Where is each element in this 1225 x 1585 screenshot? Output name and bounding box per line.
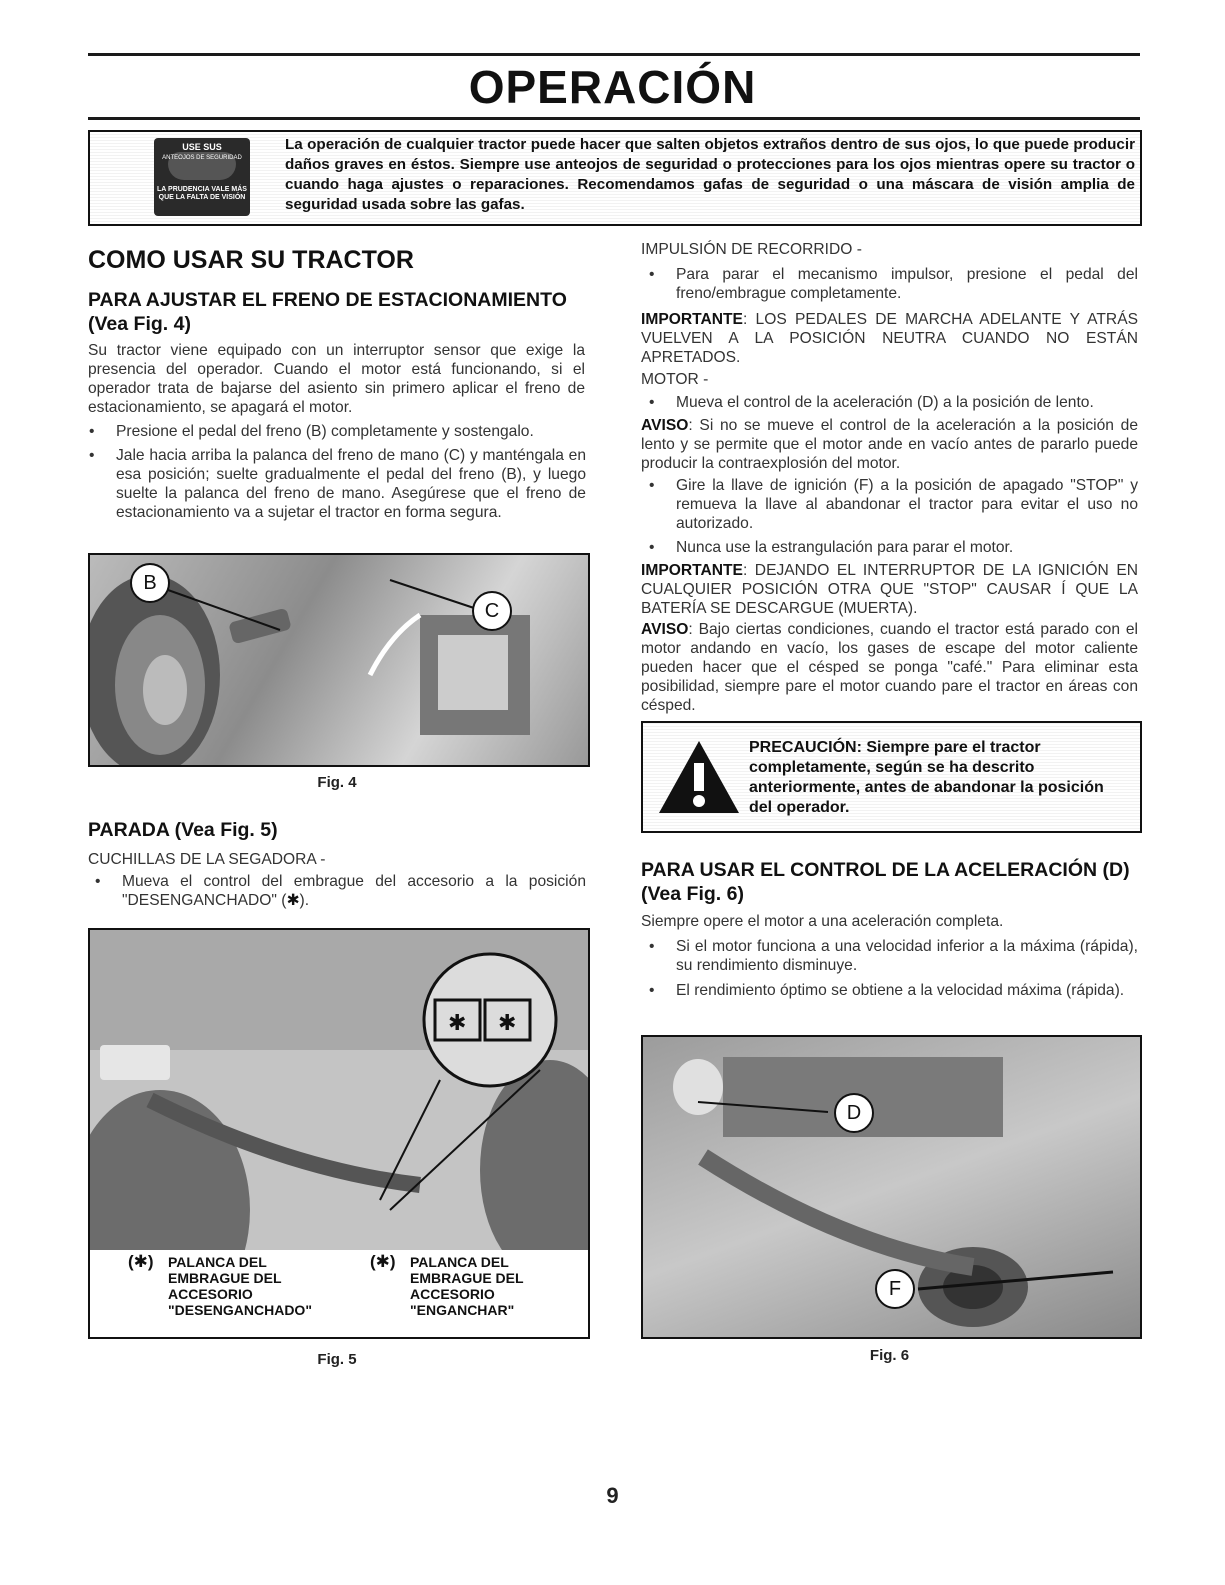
brake-heading: PARA AJUSTAR EL FRENO DE ESTACIONAMIENTO (Vea Fig. 4) xyxy=(88,289,567,335)
blades-bullet-text: Mueva el control del embrague del accesorio a la posición "DESENGANCHADO" ( xyxy=(122,873,586,909)
stop-heading: PARADA (Vea Fig. 5) xyxy=(88,819,278,841)
badge-mid-text: ANTEOJOS DE SEGURIDAD xyxy=(162,155,242,161)
brake-bullet-2: • Jale hacia arriba la palanca del freno de mano (C) y manténgala en esa posición; suelte gradualmente el pedal del freno (B), y luego suelte la palanca del freno de mano. Asegúrese que el freno de estacionamiento va a sujetar el tractor en forma segura. xyxy=(116,446,586,522)
throttle-bullet-1: • Si el motor funciona a una velocidad inferior a la máxima (rápida), su rendimiento disminuye. xyxy=(676,937,1138,975)
important-label-1: IMPORTANTE xyxy=(641,311,743,328)
throttle-intro: Siempre opere el motor a una aceleración completa. xyxy=(641,913,1004,930)
disengaged-legend-icon: (✱) xyxy=(128,1252,154,1271)
figure-6-caption: Fig. 6 xyxy=(869,1347,910,1364)
figure-5-illustration xyxy=(90,930,588,1250)
top-rule xyxy=(88,53,1140,56)
notice-backfire xyxy=(641,416,1138,473)
important-text-1: : LOS PEDALES DE MARCHA ADELANTE Y ATRÁS VUELVEN A LA POSICIÓN NEUTRA CUANDO NO ESTÁN APRETADOS. xyxy=(641,311,1138,366)
section-heading-tractor: COMO USAR SU TRACTOR xyxy=(88,246,414,274)
page-number: 9 xyxy=(606,1483,619,1508)
blades-label: CUCHILLAS DE LA SEGADORA - xyxy=(88,851,326,868)
important-text-2: : DEJANDO EL INTERRUPTOR DE LA IGNICIÓN EN CUALQUIER POSICIÓN OTRA QUE "STOP" CAUSAR Í QUE LA BATERÍA SE DESCARGUE (MUERTA). xyxy=(641,562,1138,617)
notice-text-2: : Bajo ciertas condiciones, cuando el tractor está parado con el motor andando en vacío, los gases de escape del motor caliente pueden hacer que el césped se ponga "café." Para eliminar esta posibilidad, siempre pare el motor cuando pare el tractor en áreas con césped. xyxy=(641,621,1138,714)
engaged-legend-icon: (✱) xyxy=(370,1252,396,1271)
caution-box xyxy=(641,721,1142,833)
legend-engaged: PALANCA DEL EMBRAGUE DEL ACCESORIO "ENGANCHAR" xyxy=(410,1254,524,1318)
safety-glasses-badge xyxy=(154,138,250,216)
engine-label: MOTOR - xyxy=(641,371,709,388)
caution-text: PRECAUCIÓN: Siempre pare el tractor completamente, según se ha descrito anteriormente, antes de abandonar la posición del operador. xyxy=(749,739,1104,816)
throttle-bullet-2: • El rendimiento óptimo se obtiene a la velocidad máxima (rápida). xyxy=(676,981,1138,1000)
badge-top-text: USE SUS xyxy=(182,142,222,152)
title-rule xyxy=(88,117,1140,120)
legend-disengaged: PALANCA DEL EMBRAGUE DEL ACCESORIO "DESENGANCHADO" xyxy=(168,1254,312,1318)
notice-label-1: AVISO xyxy=(641,417,689,434)
choke-bullet: • Nunca use la estrangulación para parar el motor. xyxy=(676,538,1138,557)
figure-5-caption: Fig. 5 xyxy=(317,1351,357,1368)
blades-bullet-end: ). xyxy=(299,892,310,909)
throttle-heading: PARA USAR EL CONTROL DE LA ACELERACIÓN (D) (Vea Fig. 6) xyxy=(641,859,1130,905)
page-title: OPERACIÓN xyxy=(468,61,757,113)
blades-bullet xyxy=(122,872,586,910)
ignition-bullet: • Gire la llave de ignición (F) a la posición de apagado "STOP" y remueva la llave al abandonar el tractor para evitar el uso no autorizado. xyxy=(676,476,1138,533)
callout-f: F xyxy=(875,1269,915,1309)
figure-4-parking-brake xyxy=(88,553,590,767)
brake-intro: Su tractor viene equipado con un interruptor sensor que exige la presencia del operador. Cuando el motor está funcionando, si el operador trata de bajarse del asiento sin primero aplicar el freno de estacionamiento, se apagará el motor. xyxy=(88,342,585,416)
disengaged-icon: ✱ xyxy=(286,892,300,909)
notice-exhaust xyxy=(641,620,1138,715)
drive-label: IMPULSIÓN DE RECORRIDO - xyxy=(641,241,862,258)
notice-label-2: AVISO xyxy=(641,621,689,638)
safety-notice-box xyxy=(88,130,1142,226)
figure-6-throttle-ignition xyxy=(641,1035,1142,1339)
safety-notice-text: La operación de cualquier tractor puede hacer que salten objetos extraños dentro de sus ojos, lo que puede producir daños graves en éstos. Siempre use anteojos de seguridad o protecciones para los ojos mientras opere su tractor o cuando haga ajustes o reparaciones. Recomendamos gafas de seguridad o una máscara de visión amplia de seguridad usada sobre las gafas. xyxy=(285,136,1135,213)
figure-4-caption: Fig. 4 xyxy=(317,774,357,791)
drive-bullet: • Para parar el mecanismo impulsor, presione el pedal del freno/embrague completamente. xyxy=(676,265,1138,303)
important-ignition xyxy=(641,561,1138,618)
warning-triangle-icon xyxy=(657,737,741,817)
callout-c: C xyxy=(472,591,512,631)
important-pedals xyxy=(641,310,1138,367)
engine-bullet: • Mueva el control de la aceleración (D) a la posición de lento. xyxy=(676,393,1138,412)
svg-text:✱: ✱ xyxy=(448,1010,467,1035)
brake-bullet-1: • Presione el pedal del freno (B) completamente y sostengalo. xyxy=(116,422,586,441)
figure-5-attachment-clutch xyxy=(88,928,590,1339)
callout-b: B xyxy=(130,563,170,603)
notice-text-1: : Si no se mueve el control de la aceleración a la posición de lento y se permite que el motor ande en vacío antes de pararlo puede producir la contraexplosión del motor. xyxy=(641,417,1138,472)
svg-text:✱: ✱ xyxy=(498,1010,517,1035)
important-label-2: IMPORTANTE xyxy=(641,562,743,579)
badge-bottom-text: LA PRUDENCIA VALE MÁS QUE LA FALTA DE VISIÓN xyxy=(157,186,247,201)
callout-d: D xyxy=(834,1093,874,1133)
